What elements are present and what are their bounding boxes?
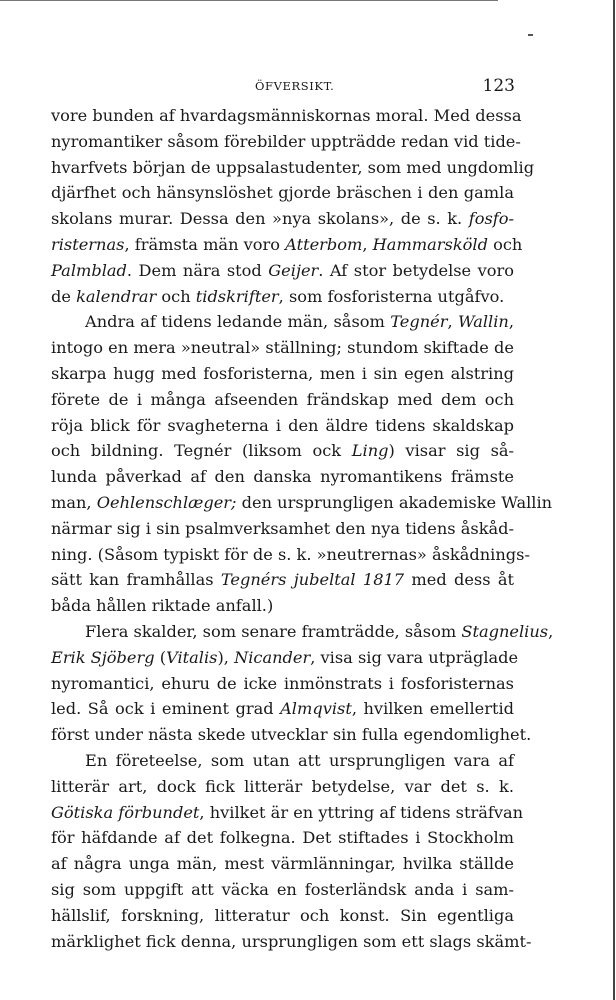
text-line — [51, 800, 524, 826]
text-run: , främsta män voro — [124, 234, 286, 254]
text-run: led. Så ock i eminent grad — [51, 699, 281, 719]
text-line — [51, 490, 553, 516]
page-number: 123 — [482, 76, 515, 96]
text-line — [51, 284, 514, 310]
text-run: , visa sig vara utpräglade — [310, 647, 519, 667]
italic-phrase: Atterbom — [285, 234, 363, 254]
text-line — [51, 206, 514, 232]
italic-phrase: tidskrifter — [195, 286, 279, 306]
text-line — [51, 155, 535, 181]
text-run: och — [156, 286, 196, 306]
text-run: , — [362, 234, 373, 254]
text-run: . Af stor betydelse voro — [318, 260, 514, 280]
text-line — [51, 722, 532, 748]
text-run: nyromantici, ehuru de icke inmönstrats i fosforisternas — [51, 673, 514, 693]
text-run: af några unga män, mest värmlänningar, hvilka ställde — [51, 854, 514, 874]
text-run: , som fosforisterna utgåfvo. — [278, 286, 505, 306]
text-run: djärfhet och hänsynslöshet gjorde bräschen i den gamla — [51, 183, 514, 203]
italic-phrase: Tegnérs jubeltal 1817 — [220, 570, 405, 590]
text-run: lunda påverkad af den danska nyromantikens främste — [51, 467, 514, 487]
italic-phrase: Stagnelius — [461, 621, 549, 641]
text-line — [51, 232, 523, 258]
italic-phrase: Tegnér — [390, 312, 448, 332]
text-run: , — [548, 621, 554, 641]
text-run: hällslif, forskning, litteratur och konst. Sin egentliga — [51, 905, 514, 925]
print-mark — [528, 34, 533, 36]
page-header — [51, 78, 515, 102]
text-run: vore bunden af hvardagsmänniskornas moral. Med dessa — [51, 106, 522, 125]
text-run: , — [508, 312, 514, 332]
text-line — [51, 464, 514, 490]
text-run: med dess åt — [404, 570, 514, 590]
text-run: hvarfvets början de uppsalastudenter, som med ungdomlig — [51, 157, 535, 177]
text-run: litterär art, dock fick litterär betydelse, var det s. k. — [51, 776, 514, 796]
text-run: Flera skalder, som senare framträdde, såsom — [85, 621, 462, 641]
text-line — [51, 748, 514, 774]
text-line — [51, 516, 514, 542]
text-run: intogo en mera »neutral» ställning; stundom skiftade de — [51, 338, 514, 358]
text-line — [51, 180, 514, 206]
text-run: , hvilken emellertid — [351, 699, 514, 719]
text-line — [51, 335, 514, 361]
italic-phrase: Erik Sjöberg — [51, 647, 155, 667]
text-line — [51, 103, 522, 129]
italic-phrase: Hammarsköld — [372, 234, 488, 254]
italic-phrase: Palmblad — [51, 260, 127, 280]
top-edge-rule — [0, 0, 498, 1]
text-line — [51, 542, 530, 568]
text-run: Andra af tidens ledande män, såsom — [85, 312, 391, 332]
text-run: sätt kan framhållas — [51, 570, 221, 590]
italic-phrase: Götiska förbundet — [51, 802, 200, 822]
text-line — [51, 129, 521, 155]
text-line — [51, 438, 514, 464]
text-line — [51, 309, 514, 335]
text-run: , — [447, 312, 458, 332]
text-run: . Dem nära stod — [126, 260, 269, 280]
text-run: märklighet fick denna, ursprungligen som ett slags skämt- — [51, 931, 532, 951]
text-line — [51, 258, 514, 284]
text-run: närmar sig i sin psalmverksamhet den nya tidens åskåd- — [51, 518, 514, 538]
italic-phrase: kalendrar — [76, 286, 157, 306]
text-line — [51, 696, 514, 722]
italic-phrase: Wallin — [458, 312, 509, 332]
text-line — [51, 387, 514, 413]
text-run: och bildning. Tegnér (liksom ock — [51, 441, 352, 461]
text-line — [51, 774, 514, 800]
text-line — [51, 877, 514, 903]
italic-phrase: Nicander — [234, 647, 311, 667]
text-run: för häfdande af det folkegna. Det stiftades i Stockholm — [51, 828, 514, 848]
text-line — [51, 645, 519, 671]
text-line — [51, 851, 514, 877]
text-run: röja blick för svagheterna i den äldre tidens skaldskap — [51, 415, 514, 435]
italic-phrase: Oehlenschlæger; — [96, 492, 237, 512]
text-run: nyromantiker såsom förebilder uppträdde redan vid tide- — [51, 131, 521, 151]
text-run: En företeelse, som utan att ursprungligen vara af — [85, 750, 514, 770]
text-run: först under nästa skede utvecklar sin fulla egendomlighet. — [51, 725, 532, 745]
italic-phrase: Almqvist — [280, 699, 352, 719]
text-run: den ursprungligen akademiske Wallin — [236, 492, 553, 512]
italic-phrase: Ling — [351, 441, 389, 461]
text-line — [51, 567, 514, 593]
page-edge-shadow — [613, 0, 615, 1000]
text-run: ), — [217, 647, 235, 667]
text-run: man, — [51, 492, 97, 512]
text-line — [51, 929, 532, 955]
text-line — [51, 825, 514, 851]
text-run: och — [487, 234, 523, 254]
text-run: , hvilket är en yttring af tidens sträfvan — [199, 802, 524, 822]
text-run: de — [51, 286, 77, 306]
italic-phrase: fosfo- — [468, 209, 514, 229]
text-line — [51, 413, 514, 439]
text-run: båda hållen riktade anfall.) — [51, 596, 274, 616]
text-run: sig som uppgift att väcka en fosterländsk anda i sam- — [51, 879, 514, 899]
text-run: förete de i många afseenden frändskap med dem och — [51, 389, 514, 409]
text-line — [51, 361, 514, 387]
italic-phrase: risternas — [51, 234, 125, 254]
running-title: ÖFVERSIKT. — [255, 79, 335, 93]
italic-phrase: Geijer — [268, 260, 319, 280]
text-run: ( — [154, 647, 167, 667]
text-line — [51, 903, 514, 929]
text-line — [51, 671, 514, 697]
text-run: ning. (Såsom typiskt för de s. k. »neutrernas» åskådnings- — [51, 544, 530, 564]
text-run: ) visar sig så- — [388, 441, 514, 461]
italic-phrase: Vitalis — [166, 647, 218, 667]
text-run: skarpa hugg med fosforisterna, men i sin egen alstring — [51, 363, 514, 383]
text-line — [51, 593, 514, 619]
body-text — [51, 103, 554, 954]
text-line — [51, 619, 554, 645]
text-run: skolans murar. Dessa den »nya skolans», de s. k. — [51, 209, 469, 229]
